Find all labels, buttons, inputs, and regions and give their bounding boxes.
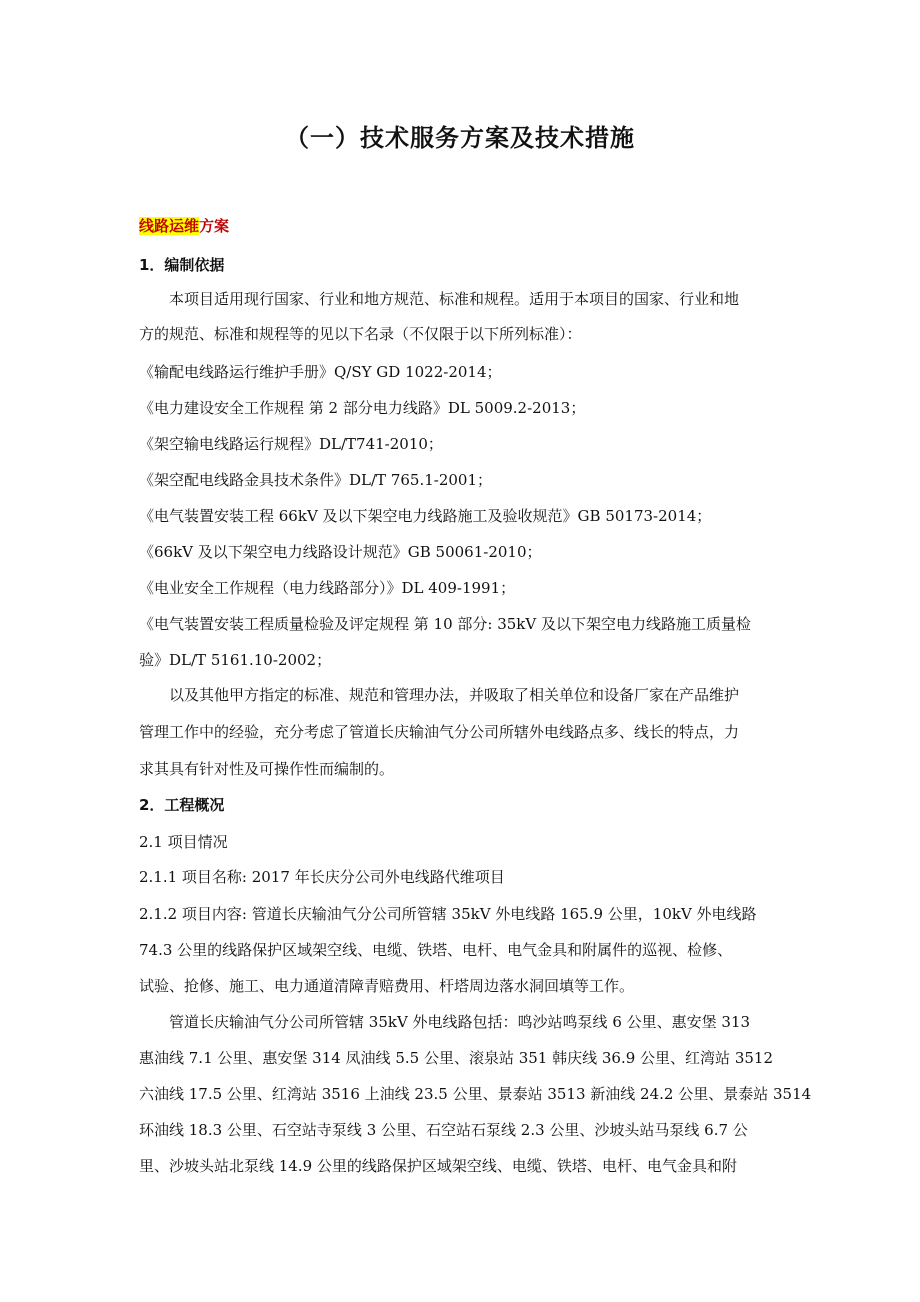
paragraph-line: 以及其他甲方指定的标准、规范和管理办法，并吸取了相关单位和设备厂家在产品维护 — [169, 686, 740, 704]
paragraph-line: 六油线 17.5 公里、红湾站 3516 上油线 23.5 公里、景泰站 3513 新油线 24.2 公里、景泰站 3514 — [139, 1085, 812, 1103]
standard-item: 《电气装置安装工程质量检验及评定规程 第 10 部分: 35kV 及以下架空电力线路施工质量检 — [139, 615, 751, 633]
heading-overview: 2．工程概况 — [139, 796, 225, 814]
paragraph-line: 2.1.2 项目内容: 管道长庆输油气分公司所管辖 35kV 外电线路 165.9 公里，10kV 外电线路 — [139, 905, 757, 923]
section-label-highlight: 线路运维 — [139, 217, 200, 235]
standard-item: 《输配电线路运行维护手册》Q/SY GD 1022-2014； — [139, 363, 502, 381]
page-title: （一）技术服务方案及技术措施 — [285, 124, 635, 152]
paragraph-line: 管理工作中的经验，充分考虑了管道长庆输油气分公司所辖外电线路点多、线长的特点，力 — [139, 723, 740, 741]
standard-item: 《电业安全工作规程（电力线路部分）》DL 409-1991； — [139, 579, 516, 597]
standard-item: 《电力建设安全工作规程 第 2 部分电力线路》DL 5009.2-2013； — [139, 399, 586, 417]
paragraph-line: 试验、抢修、施工、电力通道清障青赔费用、杆塔周边落水洞回填等工作。 — [139, 977, 635, 995]
standard-item: 《架空配电线路金具技术条件》DL/T 765.1-2001； — [139, 471, 492, 489]
paragraph-line: 求其具有针对性及可操作性而编制的。 — [139, 760, 395, 778]
section-label — [139, 216, 789, 236]
section-label-rest: 方案 — [199, 217, 230, 235]
heading-basis: 1．编制依据 — [139, 256, 225, 274]
standard-item: 《电气装置安装工程 66kV 及以下架空电力线路施工及验收规范》GB 50173-2014； — [139, 507, 712, 525]
standard-item: 验》DL/T 5161.10-2002； — [139, 651, 332, 669]
paragraph-line: 环油线 18.3 公里、石空站寺泵线 3 公里、石空站石泵线 2.3 公里、沙坡头站马泵线 6.7 公 — [139, 1121, 748, 1139]
standard-item: 《架空输电线路运行规程》DL/T741-2010； — [139, 435, 443, 453]
paragraph-line: 里、沙坡头站北泵线 14.9 公里的线路保护区域架空线、电缆、铁塔、电杆、电气金具和附 — [139, 1157, 737, 1175]
paragraph-line: 2.1.1 项目名称: 2017 年长庆分公司外电线路代维项目 — [139, 868, 505, 886]
subheading: 2.1 项目情况 — [139, 833, 228, 851]
paragraph-line: 惠油线 7.1 公里、惠安堡 314 凤油线 5.5 公里、滚泉站 351 韩庆线 36.9 公里、红湾站 3512 — [139, 1049, 773, 1067]
paragraph-line: 74.3 公里的线路保护区域架空线、电缆、铁塔、电杆、电气金具和附属件的巡视、检修、 — [139, 941, 733, 959]
standard-item: 《66kV 及以下架空电力线路设计规范》GB 50061-2010； — [139, 543, 542, 561]
paragraph-line: 方的规范、标准和规程等的见以下名录（不仅限于以下所列标准）： — [139, 325, 582, 343]
paragraph-line: 本项目适用现行国家、行业和地方规范、标准和规程。适用于本项目的国家、行业和地 — [169, 290, 740, 308]
paragraph-line: 管道长庆输油气分公司所管辖 35kV 外电线路包括：鸣沙站鸣泵线 6 公里、惠安堡 313 — [169, 1013, 751, 1031]
